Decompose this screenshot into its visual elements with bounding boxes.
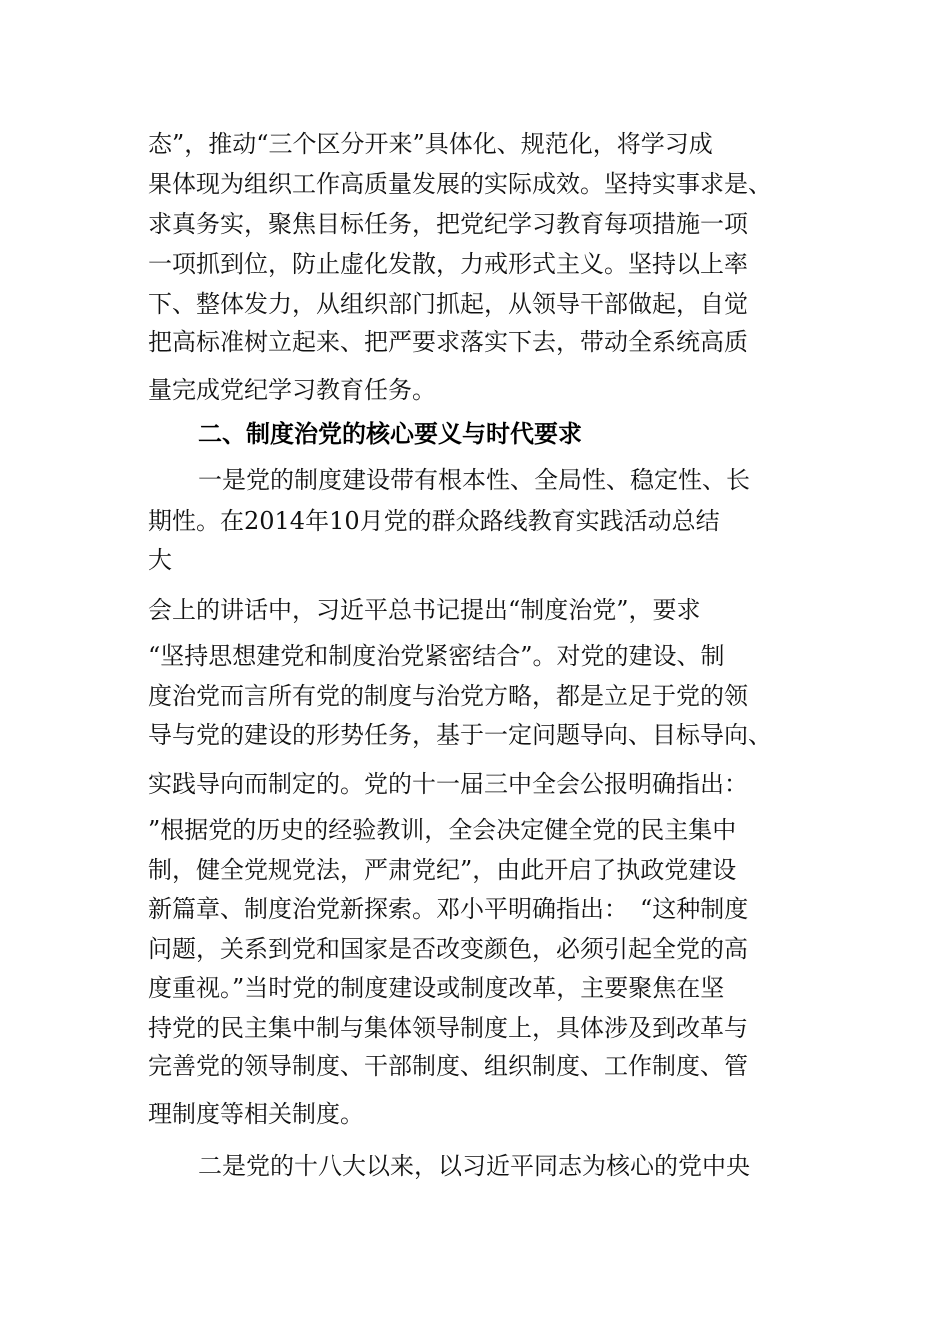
paragraph-2-line-10: 制，健全党规党法，严肃党纪”，由此开启了执政党建设	[148, 856, 737, 884]
paragraph-2-line-14: 持党的民主集中制与集体领导制度上，具体涉及到改革与	[148, 1014, 748, 1042]
paragraph-2-line-3: 大	[148, 546, 172, 574]
paragraph-2-line-6: 度治党而言所有党的制度与治党方略，都是立足于党的领	[148, 682, 748, 710]
paragraph-2-line-15: 完善党的领导制度、干部制度、组织制度、工作制度、管	[148, 1052, 748, 1080]
paragraph-1-line-5: 下、整体发力，从组织部门抓起，从领导干部做起，自觉	[148, 290, 748, 318]
paragraph-1-line-3: 求真务实，聚焦目标任务，把党纪学习教育每项措施一项	[148, 210, 748, 238]
paragraph-2-line-4: 会上的讲话中，习近平总书记提出“制度治党”，要求	[148, 596, 701, 624]
paragraph-1-line-2: 果体现为组织工作高质量发展的实际成效。坚持实事求是、	[148, 170, 772, 198]
paragraph-2-line-7: 导与党的建设的形势任务，基于一定问题导向、目标导向、	[148, 721, 772, 749]
paragraph-2-line-8: 实践导向而制定的。党的十一届三中全会公报明确指出：	[148, 770, 748, 798]
paragraph-1-line-6: 把高标准树立起来、把严要求落实下去，带动全系统高质	[148, 328, 748, 356]
paragraph-2-line-2: 期性。在2014年10月党的群众路线教育实践活动总结	[148, 507, 720, 535]
paragraph-2-line-1: 一是党的制度建设带有根本性、全局性、稳定性、长	[198, 466, 750, 494]
paragraph-2-line-13: 度重视。”当时党的制度建设或制度改革，主要聚焦在坚	[148, 974, 725, 1002]
paragraph-2-line-11: 新篇章、制度治党新探索。邓小平明确指出： “这种制度	[148, 895, 749, 923]
paragraph-2-line-5: “坚持思想建党和制度治党紧密结合”。对党的建设、制	[148, 642, 725, 670]
paragraph-2-line-16: 理制度等相关制度。	[148, 1100, 364, 1128]
paragraph-2-line-12: 问题，关系到党和国家是否改变颜色，必须引起全党的高	[148, 935, 748, 963]
paragraph-1-line-4: 一项抓到位，防止虚化发散，力戒形式主义。坚持以上率	[148, 250, 748, 278]
paragraph-1-line-1: 态”，推动“三个区分开来”具体化、规范化，将学习成	[148, 130, 713, 158]
section-heading: 二、制度治党的核心要义与时代要求	[198, 420, 582, 448]
paragraph-1-line-7: 量完成党纪学习教育任务。	[148, 376, 436, 404]
paragraph-2-line-9: ”根据党的历史的经验教训，全会决定健全党的民主集中	[148, 816, 737, 844]
paragraph-3-line-1: 二是党的十八大以来，以习近平同志为核心的党中央	[198, 1152, 750, 1180]
